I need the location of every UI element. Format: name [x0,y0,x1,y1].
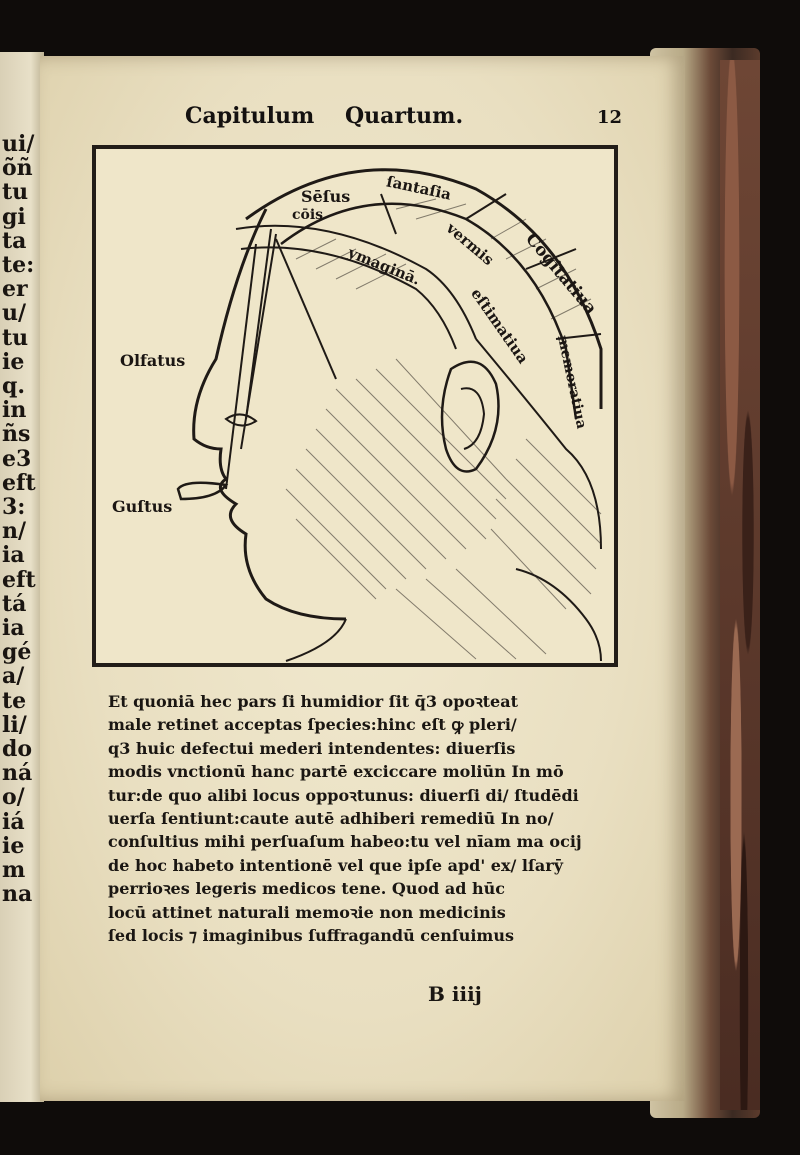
facing-page-fragment: te: [2,252,35,279]
facing-page-fragment: er [2,276,28,303]
folio-number: 12 [597,107,623,128]
facing-page-fragment: te [2,687,27,714]
facing-page-fragment: ia [2,615,25,642]
facing-page-fragment: ñs [2,421,31,448]
facing-page-fragment: q. [2,373,26,400]
facing-page-fragment: ie [2,348,25,375]
text-line: modis vnctionū hanc partē exciccare moliūn In mō [108,762,564,782]
facing-page-edge [0,52,44,1102]
facing-page-fragment: m [2,857,26,884]
facing-page-fragment: ui/ [2,131,35,157]
text-line: locū attinet naturali memoꝛie non medicinis [108,902,506,922]
chapter-heading: Capitulum [185,103,315,129]
label-olfatus: Olfatus [120,351,186,370]
text-line: Et quoniā hec pars ſi humidior ſit q̄3 opoꝛteat [108,692,518,711]
running-header [185,103,625,137]
facing-page-fragment: õñ [2,155,33,182]
label-gustus: Guſtus [112,497,173,516]
facing-page-fragment: ia [2,542,25,569]
facing-page-fragment: gé [2,639,32,666]
facing-page-fragment: ná [2,760,33,787]
facing-page-fragment: tu [2,179,29,206]
facing-page-fragment: eft [2,469,36,496]
facing-page-fragment: iá [2,808,25,835]
facing-page-fragment: e3 [2,445,32,472]
label-sensus-communis: Sēſus [301,187,351,206]
facing-page-fragment: tá [2,590,27,617]
text-line: perrioꝛes legeris medicos tene. Quod ad hūc [108,879,506,899]
text-line: male retinet acceptas ſpecies:hinc eſt ꝙ pleri/ [108,715,517,735]
facing-page-fragment: 3: [2,494,26,521]
facing-page-fragment: a/ [2,663,25,690]
text-line: de hoc habeto intentionē vel que ipſe apd' ex/ lſarȳ [108,855,563,875]
label-estimatiua: eſtimatiua [467,285,533,367]
facing-page-fragment: o/ [2,784,25,811]
label-memoratiua: memoratiua [553,333,590,431]
text-line: uerſa ſentiunt:caute autē adhiberi remediū In no/ [108,809,554,829]
facing-page-fragment: gi [2,203,26,230]
text-line: tur:de quo alibi locus oppoꝛtunus: diuerſi di/ ſtudēdi [108,785,579,805]
label-fantasia: ſantaſia [384,172,453,204]
label-cogitatiua: Cogitatiua [521,229,601,319]
facing-page-text-fragments [2,132,42,907]
facing-page-fragment: li/ [2,711,27,738]
facing-page-fragment: u/ [2,300,27,327]
facing-page-fragment: n/ [2,518,27,545]
woodcut-head-illustration [92,145,618,667]
facing-page-fragment: ta [2,227,27,254]
label-sensus-communis-2: cōis [292,207,324,223]
text-line: ſed locis ⁊ imaginibus ſuffragandū cenſuimus [108,926,514,946]
facing-page-fragment: tu [2,324,29,351]
facing-page-fragment: eft [2,566,36,593]
facing-page-fragment: do [2,736,33,763]
label-vermis: vermis [442,219,498,269]
label-imaginatio: ymaginā. [345,243,423,289]
facing-page-fragment: na [2,881,33,908]
text-line: conſultius mihi perſuaſum habeo:tu vel nīam ma ocij [108,832,582,852]
facing-page-fragment: ie [2,832,25,859]
latin-body-text [108,690,608,947]
text-line: q3 huic defectui mederi intendentes: diuerſis [108,738,516,758]
facing-page-fragment: in [2,397,27,424]
woodcut-head-drawing [96,149,614,663]
marbled-book-edge [720,60,760,1110]
signature-mark: B iiij [428,982,482,1006]
chapter-number-heading: Quartum. [345,103,464,129]
